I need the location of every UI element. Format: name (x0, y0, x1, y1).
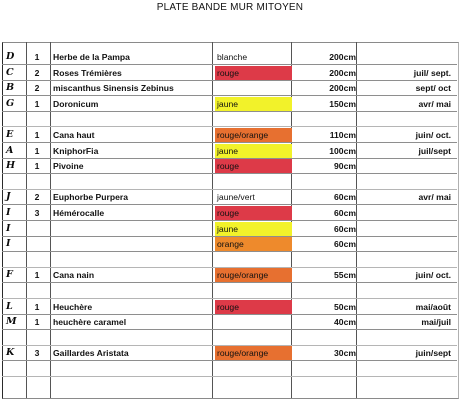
plant-code: K (6, 347, 15, 359)
flowering-period: mai/juil (421, 317, 451, 328)
plant-name: miscanthus Sinensis Zebinus (53, 83, 174, 94)
plant-name: Hémérocalle (53, 208, 105, 218)
table-row (2, 300, 457, 315)
plant-name: Herbe de la Pampa (53, 52, 130, 62)
plant-height: 60cm (334, 223, 356, 234)
plant-quantity: 1 (34, 52, 40, 62)
plant-color: blanche (217, 52, 248, 62)
plant-code: C (6, 66, 14, 78)
plant-name: Doronicum (53, 98, 99, 109)
plant-name (53, 222, 213, 236)
flowering-period: mai/août (415, 301, 451, 312)
plant-height: 100cm (329, 145, 356, 156)
plant-quantity: 1 (34, 98, 40, 109)
flowering-period: avr/ mai (418, 192, 451, 203)
plant-quantity: 1 (34, 161, 40, 172)
plant-color: jaune (215, 144, 292, 158)
table-row (2, 315, 457, 330)
plant-height: 30cm (334, 348, 356, 359)
plant-code: M (6, 316, 17, 328)
plant-quantity: 1 (34, 301, 40, 312)
plant-code: I (6, 222, 11, 234)
plant-name: Cana nain (53, 270, 95, 281)
plant-code: J (6, 191, 11, 203)
table-row (2, 50, 457, 65)
table-row (2, 144, 457, 159)
plant-color: rouge (215, 66, 292, 80)
table-row (2, 128, 457, 143)
plant-color: orange (215, 237, 292, 251)
flowering-period: juin/ oct. (415, 270, 451, 281)
table-row (2, 237, 457, 252)
plant-color: rouge/orange (215, 128, 292, 142)
plant-height: 200cm (329, 52, 356, 62)
plant-height: 110cm (329, 130, 356, 140)
plant-code: I (6, 207, 11, 218)
plant-name: Heuchère (53, 301, 93, 312)
plant-color (215, 315, 292, 329)
table-row-empty (2, 331, 457, 346)
plant-quantity: 1 (34, 145, 40, 156)
plant-code: H (6, 160, 16, 172)
table-row-empty (2, 362, 457, 377)
plant-code: F (6, 269, 13, 281)
plant-quantity (32, 222, 42, 236)
plant-height: 200cm (329, 83, 356, 94)
plant-height: 200cm (329, 67, 356, 78)
plant-color: rouge/orange (215, 268, 292, 282)
table-row (2, 81, 457, 96)
table-row (2, 222, 457, 237)
plant-name: Euphorbe Purpera (53, 192, 128, 203)
plant-quantity: 2 (34, 192, 40, 203)
plant-quantity: 3 (34, 348, 40, 359)
table-row (2, 66, 457, 81)
plant-name: KniphorFia (53, 145, 99, 156)
flowering-period: juil/sept (418, 145, 451, 156)
plant-code: G (6, 97, 15, 109)
plant-code: L (6, 300, 13, 312)
plant-name: heuchère caramel (53, 317, 127, 328)
flowering-period: avr/ mai (418, 98, 451, 109)
flowering-period: sept/ oct (415, 83, 451, 94)
table-row-empty (2, 284, 457, 299)
plant-color (215, 81, 292, 95)
plant-quantity: 3 (34, 208, 40, 218)
plant-height: 90cm (334, 161, 356, 172)
plant-code: B (6, 82, 15, 94)
flowering-period: juin/sept (415, 348, 451, 359)
plant-height: 40cm (334, 317, 356, 328)
plant-height: 60cm (334, 239, 356, 250)
flowering-period (342, 159, 451, 173)
flowering-period: juil/ sept. (413, 67, 451, 78)
plant-quantity: 2 (34, 67, 40, 78)
plant-color: jaune (215, 222, 292, 236)
table-row-empty (2, 175, 457, 190)
plant-quantity: 1 (34, 130, 40, 140)
plant-color: rouge (215, 206, 292, 220)
page-title: PLATE BANDE MUR MITOYEN (156, 2, 304, 13)
plant-quantity: 2 (34, 83, 40, 94)
table-row (2, 346, 457, 361)
flowering-period (342, 206, 451, 220)
table-row (2, 97, 457, 112)
table-row-empty (2, 112, 457, 127)
plant-code: D (6, 51, 15, 62)
plant-quantity: 1 (34, 270, 40, 281)
flowering-period (342, 222, 451, 236)
flowering-period (342, 237, 451, 251)
plant-height: 50cm (334, 301, 356, 312)
plant-quantity: 1 (34, 317, 40, 328)
table-row (2, 268, 457, 283)
plant-color: rouge (215, 300, 292, 314)
plant-color: jaune/vert (217, 192, 255, 203)
table-row (2, 159, 457, 174)
plant-name (53, 237, 213, 251)
flowering-period (342, 50, 451, 64)
table-row (2, 190, 457, 205)
plant-quantity (32, 237, 42, 251)
flowering-period: juin/ oct. (415, 130, 451, 140)
plant-code: I (6, 238, 11, 250)
plant-height: 60cm (334, 208, 356, 218)
plant-name: Gaillardes Aristata (53, 348, 129, 359)
table-row (2, 206, 457, 221)
plant-code: E (6, 129, 14, 140)
plant-height: 55cm (334, 270, 356, 281)
plant-color: rouge (215, 159, 292, 173)
plant-name: Cana haut (53, 130, 95, 140)
plant-height: 150cm (329, 98, 356, 109)
plant-color: rouge/orange (215, 346, 292, 360)
plant-name: Roses Trémières (53, 67, 122, 78)
plant-height: 60cm (334, 192, 356, 203)
plant-code: A (6, 144, 14, 156)
plant-color: jaune (215, 97, 292, 111)
plant-name: Pivoine (53, 161, 84, 172)
table-row-empty (2, 253, 457, 268)
